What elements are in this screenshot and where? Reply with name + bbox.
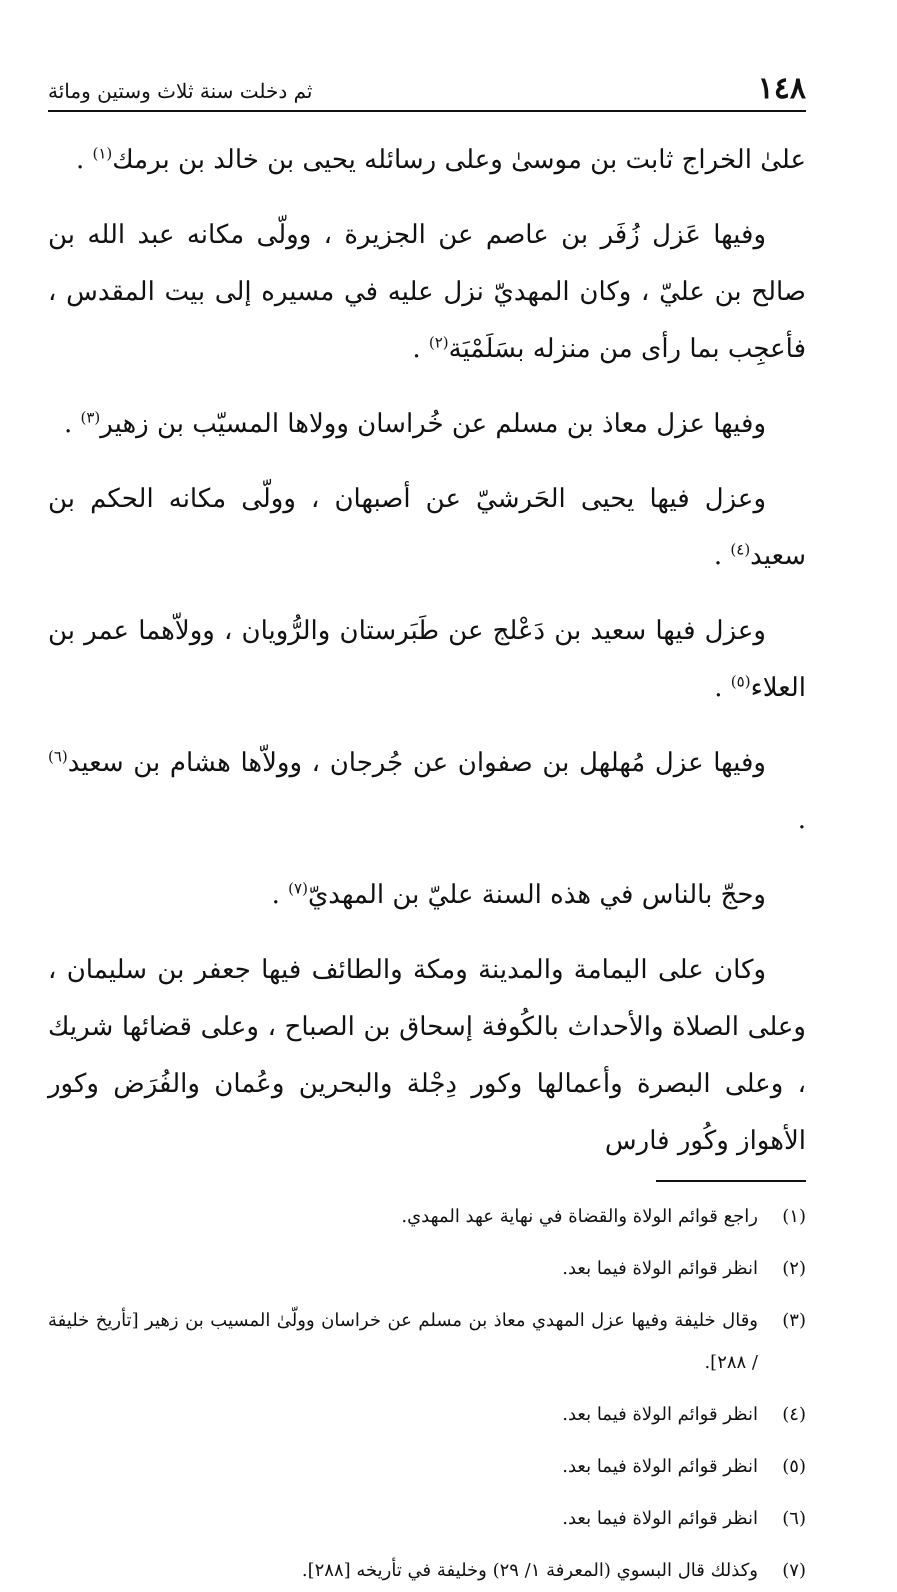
footnote-ref: (٢)	[428, 333, 449, 352]
footnote	[48, 1508, 806, 1540]
footnote-text: وكذلك قال البسوي (المعرفة ١/ ٢٩) وخليفة في تأريخه [٢٨٨].	[301, 1560, 758, 1581]
footnotes	[48, 1206, 806, 1592]
main-text	[48, 132, 806, 1170]
running-title: ثم دخلت سنة ثلاث وستين ومائة	[48, 79, 313, 103]
paragraph: وفيها عزل معاذ بن مسلم عن خُراسان وولاها المسيّب بن زهير$^{(٣)}$ .	[63, 408, 766, 439]
footnote-text: انظر قوائم الولاة فيما بعد.	[562, 1404, 758, 1425]
footnote	[48, 1310, 806, 1384]
footnote-ref: (٧)	[288, 879, 308, 898]
footnote-number: (٣)	[782, 1310, 806, 1331]
page-number: ١٤٨	[757, 71, 806, 106]
footnote-divider	[656, 1180, 806, 1182]
paragraph: وفيها عَزل زُفَر بن عاصم عن الجزيرة ، وولّى مكانه عبد الله بن صالح بن عليّ ، وكان المهديّ نزل عليه في مسيره إلى بيت المقدس ، فأعجِب بما رأى من منزله بسَلَمْيَة$^{(٢)}$ .	[48, 220, 806, 364]
footnote-number: (٥)	[782, 1456, 806, 1477]
footnote-ref: (٦)	[48, 747, 68, 766]
paragraph: وعزل فيها يحيى الحَرشيّ عن أصبهان ، وولّى مكانه الحكم بن سعيد$^{(٤)}$ .	[48, 484, 806, 571]
footnote-text: انظر قوائم الولاة فيما بعد.	[562, 1456, 758, 1477]
book-page	[48, 70, 806, 1581]
footnote-text: وقال خليفة وفيها عزل المهدي معاذ بن مسلم عن خراسان وولّىٰ المسيب بن زهير [تأريخ خليفة / ٢٨٨].	[48, 1310, 758, 1373]
footnote-number: (٧)	[782, 1560, 806, 1581]
footnote-text: راجع قوائم الولاة والقضاة في نهاية عهد المهدي.	[401, 1206, 758, 1227]
footnote-text: انظر قوائم الولاة فيما بعد.	[562, 1508, 758, 1529]
footnote-number: (١)	[782, 1206, 806, 1227]
paragraph: وكان على اليمامة والمدينة ومكة والطائف فيها جعفر بن سليمان ، وعلى الصلاة والأحداث بالكُوفة إسحاق بن الصباح ، وعلى قضائها شريك ، وعلى البصرة وأعمالها وكور دِجْلة والبحرين وعُمان والفُرَض وكور الأهواز وكُور فارس	[48, 955, 806, 1156]
footnote	[48, 1456, 806, 1488]
footnote-ref: (٥)	[730, 672, 751, 691]
footnote	[48, 1206, 806, 1238]
footnote-number: (٤)	[782, 1404, 806, 1425]
footnote-text: انظر قوائم الولاة فيما بعد.	[562, 1258, 758, 1279]
footnote	[48, 1258, 806, 1290]
footnote-ref: (١)	[92, 144, 113, 163]
footnote	[48, 1560, 806, 1592]
footnote-ref: (٣)	[80, 408, 101, 427]
footnote	[48, 1404, 806, 1436]
footnote-number: (٦)	[782, 1508, 806, 1529]
paragraph: وعزل فيها سعيد بن دَعْلج عن طَبَرستان والرُّويان ، وولاّهما عمر بن العلاء$^{(٥)}$ .	[48, 616, 806, 703]
paragraph: وفيها عزل مُهلهل بن صفوان عن جُرجان ، وولاّها هشام بن سعيد$^{(٦)}$ .	[48, 747, 806, 835]
paragraph: وحجّ بالناس في هذه السنة عليّ بن المهديّ$^{(٧)}$ .	[271, 879, 766, 910]
paragraph: علىٰ الخراج ثابت بن موسىٰ وعلى رسائله يحيى بن خالد بن برمك$^{(١)}$ .	[75, 144, 806, 175]
footnote-number: (٢)	[782, 1258, 806, 1279]
footnote-ref: (٤)	[730, 540, 751, 559]
page-header	[48, 70, 806, 112]
